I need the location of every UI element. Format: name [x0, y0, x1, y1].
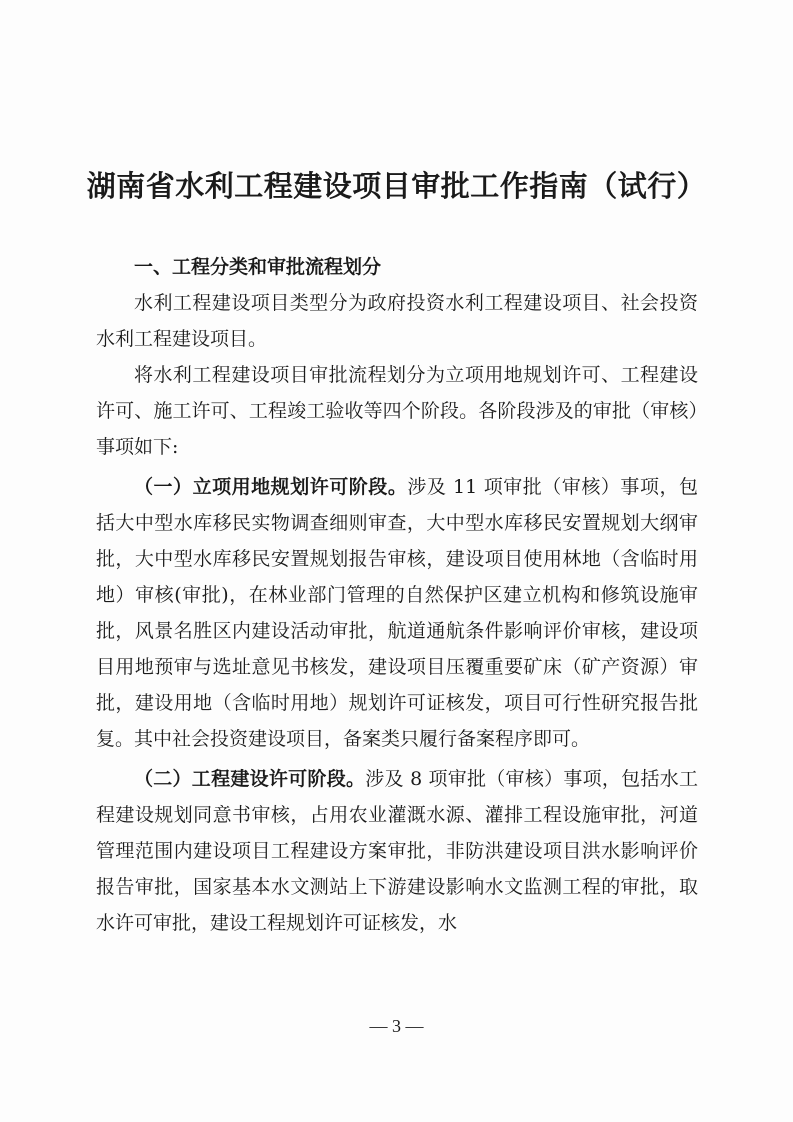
document-title: 湖南省水利工程建设项目审批工作指南（试行） — [86, 169, 707, 203]
paragraph-text: 水利工程建设项目类型分为政府投资水利工程建设项目、社会投资水利工程建设项目。 — [96, 292, 698, 350]
section-heading: 一、工程分类和审批流程划分 — [134, 256, 382, 278]
page-number: — 3 — — [369, 1016, 424, 1036]
paragraph-text: 涉及 8 项审批（审核）事项，包括水工程建设规划同意书审核，占用农业灌溉水源、灌排工程设施审批，河道管理范围内建设项目工程建设方案审批，非防洪建设项目洪水影响评价报告审批，国家基本水文测站上下游建设影响水文监测工程的审批，取水许可审批，建设工程规划许可证核发，水 — [96, 768, 698, 934]
document-body — [96, 249, 698, 941]
paragraph-lead: （二）工程建设许可阶段。 — [134, 768, 366, 790]
paragraph-project-types — [96, 285, 698, 357]
paragraph-stage-one — [96, 469, 698, 757]
paragraph-stage-two — [96, 761, 698, 941]
paragraph-lead: （一）立项用地规划许可阶段。 — [134, 476, 408, 498]
paragraph-text: 将水利工程建设项目审批流程划分为立项用地规划许可、工程建设许可、施工许可、工程竣工验收等四个阶段。各阶段涉及的审批（审核）事项如下: — [96, 364, 698, 458]
paragraph-process-stages — [96, 357, 698, 465]
paragraph-text: 涉及 11 项审批（审核）事项，包括大中型水库移民实物调查细则审查，大中型水库移民安置规划大纲审批，大中型水库移民安置规划报告审核，建设项目使用林地（含临时用地）审核(审批)，在林业部门管理的自然保护区建立机构和修筑设施审批，风景名胜区内建设活动审批，航道通航条件影响评价审核，建设项目用地预审与选址意见书核发，建设项目压覆重要矿床（矿产资源）审批，建设用地（含临时用地）规划许可证核发，项目可行性研究报告批复。其中社会投资建设项目，备案类只履行备案程序即可。 — [96, 476, 698, 750]
